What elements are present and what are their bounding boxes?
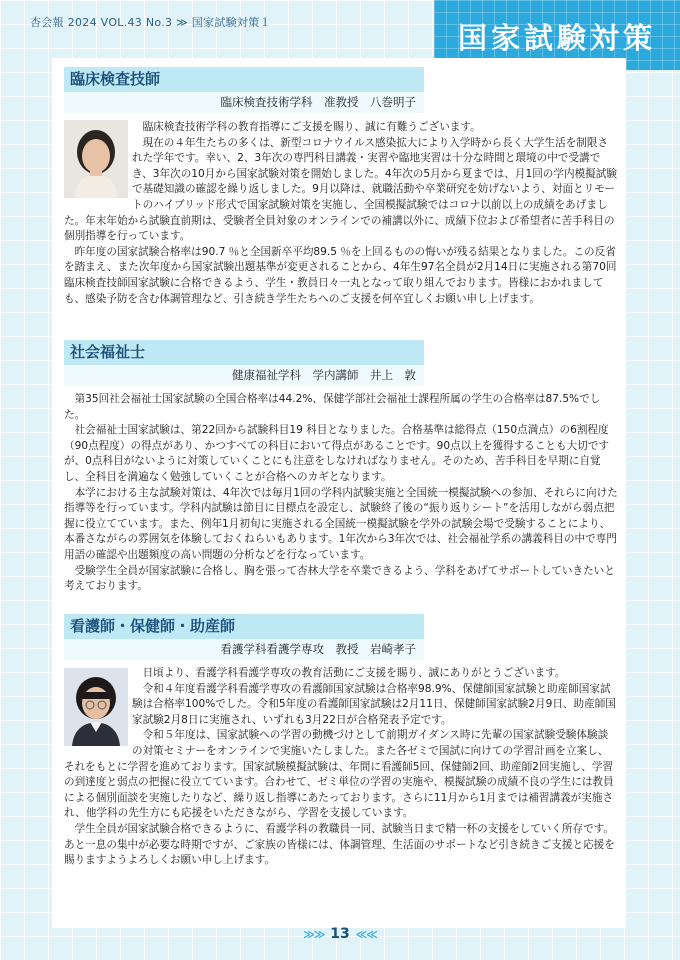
- paragraph: 学生全員が国家試験合格できるように、看護学科の教職員一同、試験当日まで精一杯の支援をしていく所存です。あと一息の集中が必要な時期ですが、ご家族の皆様には、体調管理、生活面のサポートなど引き続きご支援と応援を賜りますようよろしくお願い申し上げます。: [64, 822, 615, 867]
- section-body-social-welfare: [64, 392, 618, 595]
- paragraph: 受験学生全員が国家試験に合格し、胸を張って杏林大学を卒業できるよう、学科をあげてサポートしていきたいと考えております。: [64, 564, 615, 593]
- paragraph: 昨年度の国家試験合格率は90.7 ％と全国新卒平均89.5 ％を上回るものの悔いが残る結果となりました。この反省を踏まえ、また次年度から国家試験出題基準が変更されることから、4年生97名全員が2月14日に実施される第70回臨床検査技師国家試験に合格できるよう、学生・教員日々一丸となって取り組んでおります。皆様におかれましても、感染予防を含む体調管理など、引き続き学生たちへのご支援を何卒宜しくお願い申し上げます。: [64, 245, 617, 305]
- section-body-nursing: [64, 666, 618, 869]
- section-title: 社会福祉士: [64, 340, 424, 365]
- paragraph: 令和５年度は、国家試験への学習の動機づけとして前期ガイダンス時に先輩の国家試験受験体験談の対策セミナーをオンラインで実施いたしました。また各ゼミで国試に向けての学習計画を立案し、それをもとに学習を進めております。国家試験模擬試験は、年間に看護師5回、保健師2回、助産師2回実施し、学習の到達度と弱点の把握に役立てています。合わせて、ゼミ単位の学習の実施や、模擬試験の成績不良の学生には教員による個別面談を実施したりなど、繰り返し指導にあたっております。さらに11月から1月までは補習講義が実施され、他学科の先生方にも応援をいただきながら、学習を支援しています。: [64, 729, 614, 820]
- section-title: 看護師・保健師・助産師: [64, 614, 424, 639]
- section-badge-label: 国家試験対策: [457, 21, 656, 55]
- section-header-nursing: [64, 614, 424, 660]
- section-body-clinical-lab: [64, 120, 618, 307]
- paragraph: 社会福祉士国家試験は、第22回から試験科目19 科目となりました。合格基準は総得点（150点満点）の6割程度（90点程度）の得点があり、かつすべての科目において得点があることです。90点以上を獲得することも大切ですが、0点科目がないように対策していくことにも注意をしなければなりません。そのため、苦手科目を早期に自覚し、全科目を満遍なく勉強していくことが合格へのカギとなります。: [64, 424, 609, 483]
- section-header-clinical-lab: [64, 67, 424, 113]
- paragraph: 臨床検査技術学科の教育指導にご支援を賜り、誠に有難うございます。: [142, 121, 481, 133]
- paragraph: 令和４年度看護学科看護学専攻の看護師国家試験は合格率98.9%、保健師国家試験と助産師国家試験は合格率100%でした。令和5年度の看護師国家試験は2月11日、保健師国家試験2月9日、助産師国家試験2月8日に実施され、いずれも3月22日が合格発表予定です。: [132, 682, 616, 726]
- running-title: 杏会報 2024 VOL.43 No.3 ≫ 国家試験対策１: [30, 16, 271, 29]
- paragraph: 現在の４年生たちの多くは、新型コロナウイルス感染拡大により入学時から長く大学生活を制限された学年です。幸い、2、3年次の専門科目講義・実習や臨地実習は十分な時間と環境の中で受講でき、3年次の10月から国家試験対策を開始しました。4年次の5月から夏までは、月1回の学内模擬試験で基礎知識の確認を繰り返しました。9月以降は、就職活動や卒業研究を妨げないよう、対面とリモートのハイブリッド形式で国家試験対策を実施し、全国模擬試験ではコロナ以前以上の成績をあげました。年末年始から試験直前期は、受験者全員対象のオンラインでの補講以外に、成績下位および希望者に苦手科目の個別指導を行っています。: [64, 136, 617, 243]
- section-header-social-welfare: [64, 340, 424, 386]
- page-deco-left: ≫≫: [303, 928, 325, 941]
- paragraph: 第35回社会福祉士国家試験の全国合格率は44.2%、保健学部社会福祉士課程所属の学生の合格率は87.5%でした。: [64, 393, 601, 421]
- section-title: 臨床検査技師: [64, 67, 424, 92]
- paragraph: 本学における主な試験対策は、4年次では毎月1回の学科内試験実施と全国統一模擬試験への参加、それらに向けた指導等を行っています。学科内試験は節目に目標点を設定し、試験終了後の“振り返りシート”を活用しながら弱点把握に役立てています。また、例年1月初旬に実施される全国統一模擬試験を学外の試験会場で受験することにより、本番さながらの雰囲気を体験しておくねらいもあります。1年次から3年次では、社会福祉学系の講義科目の中で専門用語の確認や出題頻度の高い問題の分析などを行なっています。: [64, 486, 618, 561]
- page-deco-right: ≪≪: [355, 928, 377, 941]
- section-author: 看護学科看護学専攻 教授 岩崎孝子: [64, 639, 424, 660]
- section-author: 健康福祉学科 学内講師 井上 敦: [64, 365, 424, 386]
- page-number-value: 13: [330, 926, 350, 942]
- section-author: 臨床検査技術学科 准教授 八巻明子: [64, 92, 424, 113]
- page-number: [0, 926, 680, 942]
- paragraph: 日頃より、看護学科看護学専攻の教育活動にご支援を賜り、誠にありがとうございます。: [142, 667, 566, 679]
